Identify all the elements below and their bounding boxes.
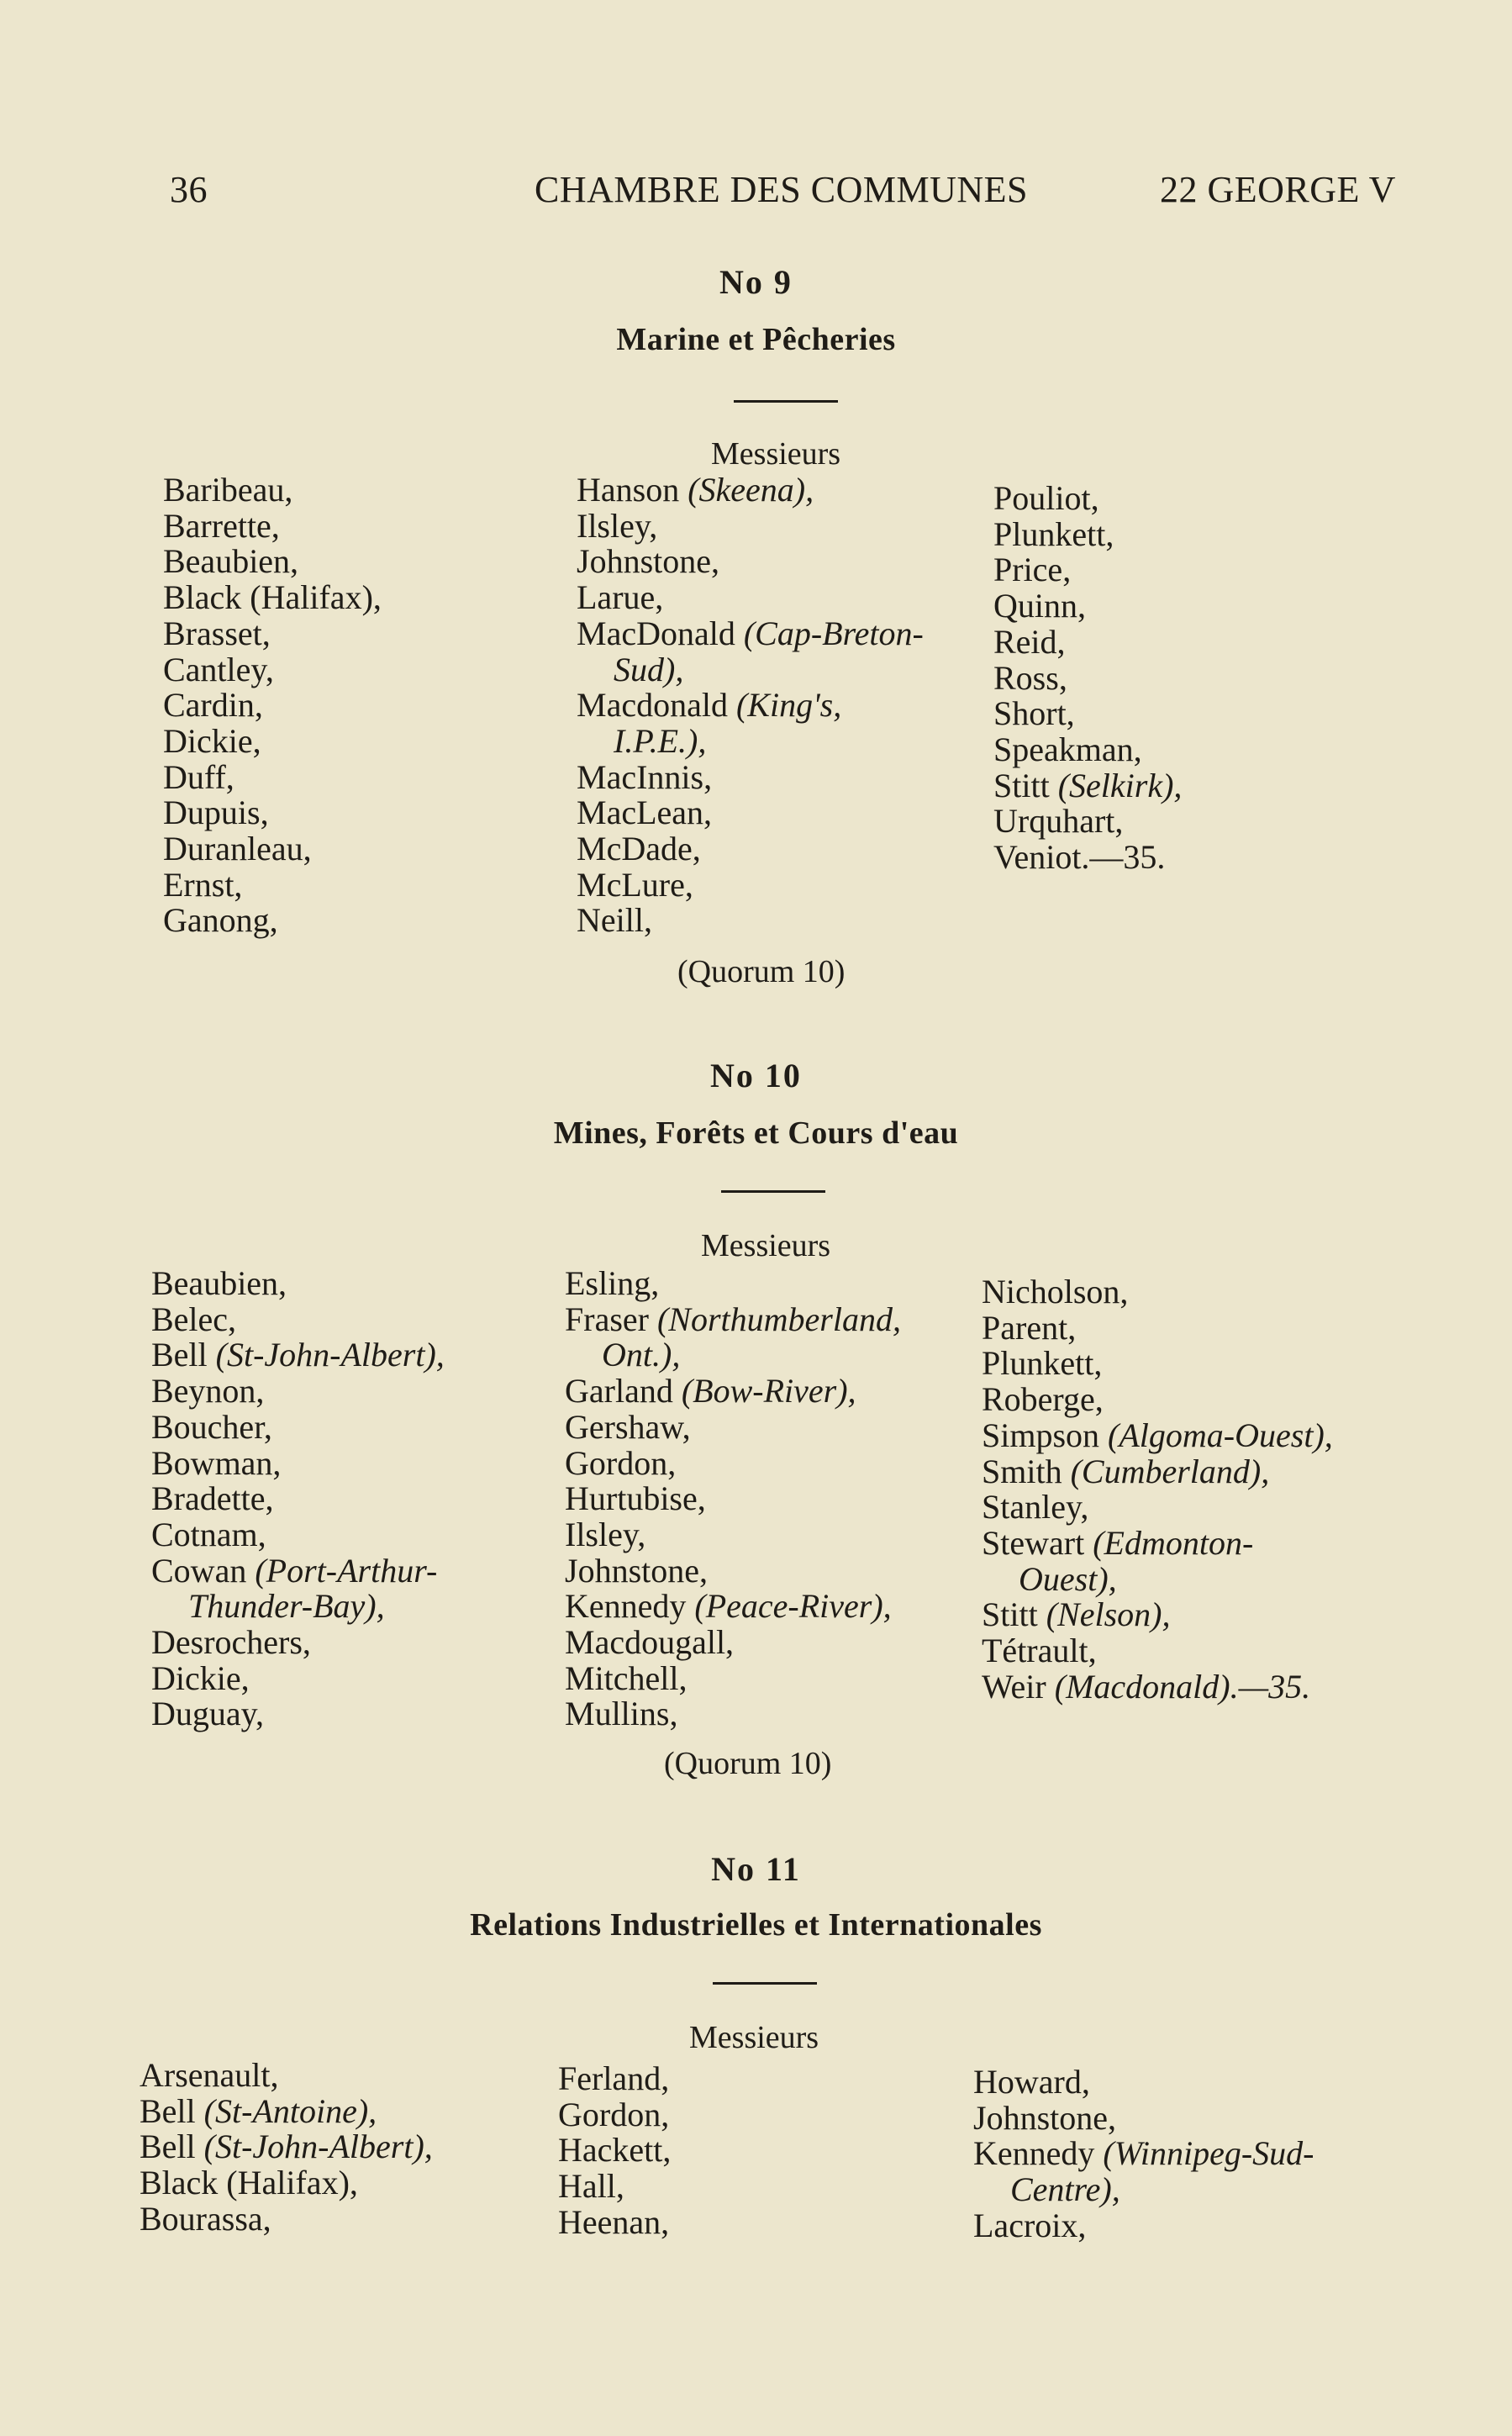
member-name: Veniot.—35. (993, 838, 1166, 877)
member-name: Neill, (577, 901, 652, 940)
member-name: Parent, (982, 1308, 1077, 1347)
member-name: Gordon, (558, 2095, 670, 2133)
member-name: MacLean, (577, 794, 713, 832)
member-name: Kennedy (Peace-River), (565, 1587, 892, 1626)
member-name: McDade, (577, 830, 701, 868)
member-name: Plunkett, (982, 1344, 1103, 1383)
member-name-continuation: I.P.E.), (614, 721, 707, 760)
member-name: Desrochers, (151, 1623, 311, 1662)
member-name: Dickie, (163, 721, 261, 760)
member-name: Belec, (151, 1300, 237, 1338)
member-name: Barrette, (163, 506, 280, 545)
member-name: Arsenault, (140, 2056, 279, 2094)
member-name: Garland (Bow-River), (565, 1372, 856, 1410)
member-name: Bradette, (151, 1479, 274, 1518)
member-name: Pouliot, (993, 479, 1099, 517)
member-name: Macdonald (King's, (577, 686, 842, 725)
member-name: Baribeau, (163, 471, 293, 509)
member-name: Gordon, (565, 1443, 677, 1482)
member-column-3 (982, 1274, 1333, 1705)
member-name: MacInnis, (577, 757, 713, 796)
member-name: Bell (St-Antoine), (140, 2091, 377, 2130)
member-name: Johnstone, (565, 1551, 708, 1590)
member-column-1 (140, 2058, 433, 2238)
member-name: Stewart (Edmonton- (982, 1523, 1254, 1562)
member-name: Dickie, (151, 1658, 250, 1697)
member-column-1 (163, 472, 382, 939)
member-name: Smith (Cumberland), (982, 1452, 1270, 1490)
running-title: CHAMBRE DES COMMUNES (535, 169, 1028, 210)
section-title: Mines, Forêts et Cours d'eau (553, 1115, 959, 1151)
member-name: McLure, (577, 865, 693, 904)
member-name: Simpson (Algoma-Ouest), (982, 1416, 1333, 1454)
member-name: Roberge, (982, 1380, 1104, 1419)
member-name: Fraser (Northumberland, (565, 1300, 901, 1338)
regnal-year: 22 GEORGE V (1160, 169, 1396, 210)
messieurs-label: Messieurs (711, 436, 841, 472)
section-title: Relations Industrielles et Internationales (470, 1907, 1042, 1943)
member-column-1 (151, 1266, 445, 1732)
member-name: Plunkett, (993, 514, 1114, 553)
member-name: Lacroix, (973, 2206, 1087, 2244)
member-name: Quinn, (993, 587, 1086, 625)
member-name: Weir (Macdonald).—35. (982, 1667, 1311, 1706)
member-name: Mitchell, (565, 1658, 688, 1697)
member-name: Gershaw, (565, 1407, 691, 1446)
member-name: Price, (993, 551, 1072, 589)
member-name: Ilsley, (565, 1515, 646, 1553)
member-name: Beaubien, (151, 1264, 287, 1302)
member-name: Esling, (565, 1264, 660, 1302)
member-column-3 (973, 2064, 1314, 2244)
member-name: Howard, (973, 2063, 1090, 2101)
member-name: Hackett, (558, 2131, 672, 2170)
member-column-2 (577, 472, 924, 939)
member-name: Cowan (Port-Arthur- (151, 1551, 438, 1590)
section-title: Marine et Pêcheries (616, 322, 896, 357)
member-name: Duff, (163, 757, 234, 796)
member-name: Brasset, (163, 614, 271, 652)
member-name: Larue, (577, 578, 664, 617)
member-name: Ernst, (163, 865, 243, 904)
section-rule (713, 1982, 817, 1985)
member-name: Dupuis, (163, 794, 269, 832)
member-name: Ilsley, (577, 506, 658, 545)
member-name: Boucher, (151, 1407, 272, 1446)
member-name: Reid, (993, 622, 1066, 661)
quorum-note: (Quorum 10) (677, 954, 846, 989)
quorum-note: (Quorum 10) (664, 1746, 832, 1781)
member-name: Kennedy (Winnipeg-Sud- (973, 2134, 1314, 2173)
member-name: Stanley, (982, 1488, 1089, 1526)
member-name: Bell (St-John-Albert), (140, 2128, 433, 2166)
member-column-3 (993, 481, 1182, 876)
section-rule (721, 1190, 825, 1193)
messieurs-label: Messieurs (701, 1228, 831, 1263)
member-name: Heenan, (558, 2202, 670, 2241)
member-name: Duranleau, (163, 830, 312, 868)
member-name: Macdougall, (565, 1623, 735, 1662)
member-name: Black (Halifax), (163, 578, 382, 617)
member-column-2 (565, 1266, 901, 1732)
member-column-2 (558, 2061, 671, 2241)
member-name: Beaubien, (163, 542, 299, 581)
member-name: Speakman, (993, 730, 1142, 768)
section-number: No 10 (710, 1057, 802, 1094)
member-name: Ferland, (558, 2059, 670, 2097)
member-name: Ross, (993, 658, 1067, 697)
section-rule (734, 400, 838, 403)
member-name: Hanson (Skeena), (577, 471, 814, 509)
member-name-continuation: Thunder-Bay), (188, 1587, 385, 1626)
member-name-continuation: Centre), (1010, 2170, 1120, 2209)
member-name: Short, (993, 694, 1075, 733)
member-name: Cotnam, (151, 1515, 266, 1553)
messieurs-label: Messieurs (689, 2020, 819, 2055)
member-name: Urquhart, (993, 802, 1124, 841)
member-name: Bell (St-John-Albert), (151, 1336, 445, 1374)
member-name: Hurtubise, (565, 1479, 706, 1518)
member-name: Cantley, (163, 650, 274, 688)
member-name: Cardin, (163, 686, 263, 725)
member-name: Tétrault, (982, 1632, 1097, 1670)
member-name: Duguay, (151, 1695, 265, 1733)
member-name: Johnstone, (577, 542, 719, 581)
member-name: Mullins, (565, 1695, 678, 1733)
member-name: Nicholson, (982, 1273, 1129, 1310)
member-name: Stitt (Nelson), (982, 1595, 1171, 1634)
section-number: No 9 (719, 263, 793, 301)
member-name: Black (Halifax), (140, 2164, 358, 2202)
member-name-continuation: Ont.), (602, 1336, 681, 1374)
page-header (0, 168, 1512, 219)
member-name-continuation: Ouest), (1019, 1559, 1117, 1598)
member-name-continuation: Sud), (614, 650, 684, 688)
member-name: Stitt (Selkirk), (993, 766, 1183, 804)
page-number: 36 (170, 169, 208, 210)
member-name: Beynon, (151, 1372, 265, 1410)
member-name: MacDonald (Cap-Breton- (577, 614, 924, 652)
member-name: Hall, (558, 2167, 624, 2206)
member-name: Bourassa, (140, 2199, 271, 2238)
member-name: Bowman, (151, 1443, 282, 1482)
member-name: Johnstone, (973, 2098, 1116, 2137)
section-number: No 11 (711, 1850, 801, 1888)
member-name: Ganong, (163, 901, 278, 940)
